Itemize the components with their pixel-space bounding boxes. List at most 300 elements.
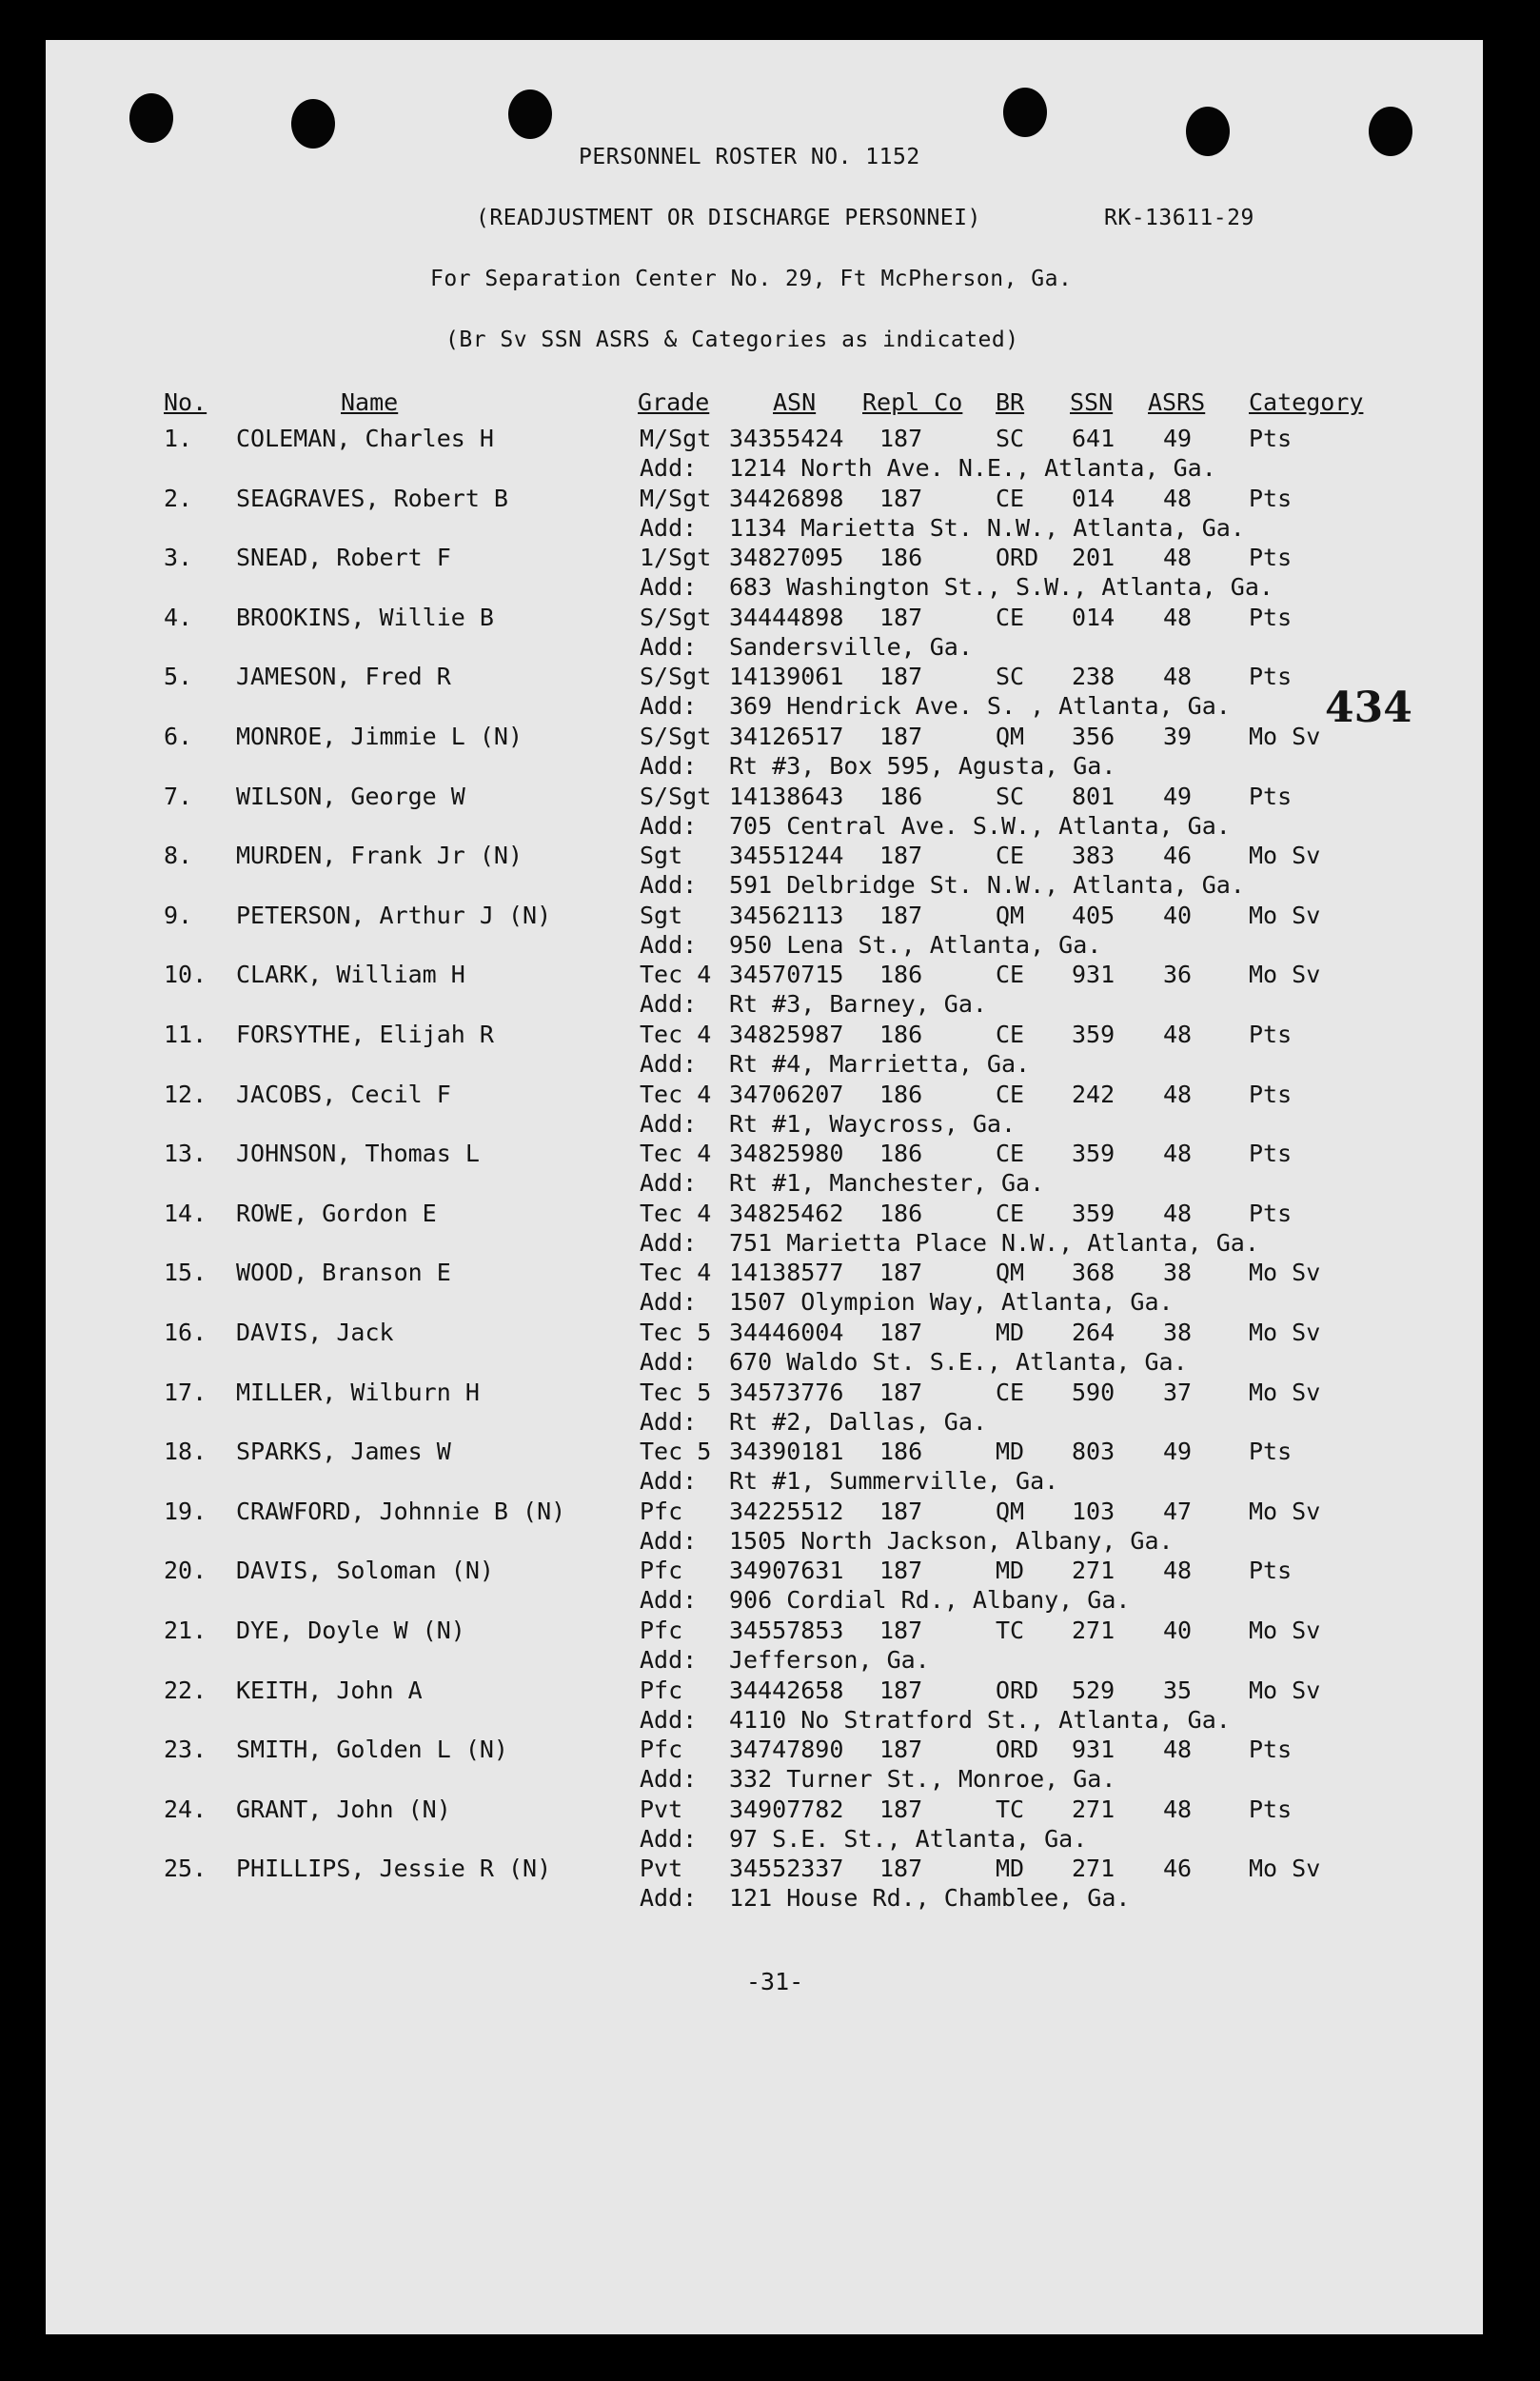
- entry-grade: Pvt: [640, 1855, 683, 1883]
- entry-name: GRANT, John (N): [236, 1795, 451, 1823]
- entry-ssn: 271: [1072, 1795, 1116, 1823]
- entry-grade: Pfc: [640, 1557, 683, 1585]
- entry-branch: SC: [996, 663, 1025, 691]
- entry-repl-co: 187: [879, 425, 923, 452]
- entry-category: Mo Sv: [1249, 1378, 1321, 1406]
- entry-branch: ORD: [996, 1676, 1039, 1704]
- entry-asrs: 48: [1163, 1021, 1193, 1048]
- entry-number: 6.: [164, 723, 193, 750]
- entry-asn: 34562113: [729, 901, 844, 929]
- entry-grade: M/Sgt: [640, 425, 712, 452]
- entry-address: 591 Delbridge St. N.W., Atlanta, Ga.: [729, 871, 1245, 900]
- entry-category: Pts: [1249, 1021, 1293, 1048]
- entry-address: 369 Hendrick Ave. S. , Atlanta, Ga.: [729, 692, 1231, 721]
- entry-grade: Pfc: [640, 1617, 683, 1644]
- entry-ssn: 014: [1072, 603, 1116, 631]
- entry-address-label: Add:: [640, 1705, 698, 1734]
- entry-asn: 34747890: [729, 1736, 844, 1764]
- entry-repl-co: 187: [879, 1676, 923, 1704]
- entry-name: SMITH, Golden L (N): [236, 1736, 508, 1764]
- entry-number: 19.: [164, 1497, 207, 1525]
- entry-number: 20.: [164, 1557, 207, 1585]
- roster-row: [0, 1855, 1540, 1915]
- entry-asn: 34825462: [729, 1199, 844, 1227]
- entry-category: Pts: [1249, 425, 1293, 452]
- entry-address-label: Add:: [640, 1348, 698, 1376]
- entry-branch: TC: [996, 1795, 1025, 1823]
- entry-asrs: 48: [1163, 1140, 1193, 1168]
- entry-grade: Pvt: [640, 1795, 683, 1823]
- entry-address: Rt #3, Box 595, Agusta, Ga.: [729, 752, 1116, 780]
- entry-ssn: 359: [1072, 1199, 1116, 1227]
- entry-address: 121 House Rd., Chamblee, Ga.: [729, 1884, 1131, 1913]
- entry-repl-co: 187: [879, 1378, 923, 1406]
- entry-number: 24.: [164, 1795, 207, 1823]
- entry-address: 1505 North Jackson, Albany, Ga.: [729, 1526, 1174, 1555]
- entry-address-label: Add:: [640, 990, 698, 1019]
- entry-address-label: Add:: [640, 1526, 698, 1555]
- entry-branch: CE: [996, 1378, 1025, 1406]
- roster-subtitle: (READJUSTMENT OR DISCHARGE PERSONNEI): [476, 206, 981, 230]
- entry-asn: 34225512: [729, 1497, 844, 1525]
- entry-asrs: 38: [1163, 1319, 1193, 1346]
- entry-address: Jefferson, Ga.: [729, 1646, 930, 1674]
- entry-repl-co: 186: [879, 1199, 923, 1227]
- entry-address-label: Add:: [640, 1586, 698, 1615]
- entry-address: Rt #2, Dallas, Ga.: [729, 1407, 987, 1436]
- entry-branch: ORD: [996, 544, 1039, 572]
- entry-address: Rt #4, Marrietta, Ga.: [729, 1050, 1031, 1078]
- entry-number: 22.: [164, 1676, 207, 1704]
- entry-branch: MD: [996, 1855, 1025, 1883]
- entry-asn: 34573776: [729, 1378, 844, 1406]
- entry-grade: M/Sgt: [640, 484, 712, 512]
- punch-hole-3: [508, 89, 552, 139]
- column-name: Name: [341, 388, 399, 416]
- roster-row: [0, 1438, 1540, 1498]
- entry-address: Rt #3, Barney, Ga.: [729, 990, 987, 1019]
- entry-asrs: 38: [1163, 1259, 1193, 1287]
- entry-asrs: 40: [1163, 1617, 1193, 1644]
- entry-repl-co: 187: [879, 723, 923, 750]
- roster-row: [0, 1557, 1540, 1617]
- entry-number: 2.: [164, 484, 193, 512]
- entry-asrs: 46: [1163, 842, 1193, 870]
- roster-row: [0, 1796, 1540, 1855]
- entry-asrs: 40: [1163, 901, 1193, 929]
- roster-row: [0, 604, 1540, 664]
- roster-row: [0, 544, 1540, 604]
- roster-row: [0, 485, 1540, 545]
- entry-category: Pts: [1249, 782, 1293, 810]
- entry-number: 16.: [164, 1319, 207, 1346]
- entry-address-label: Add:: [640, 1407, 698, 1436]
- entry-ssn: 238: [1072, 663, 1116, 691]
- entry-address: 1134 Marietta St. N.W., Atlanta, Ga.: [729, 513, 1245, 542]
- entry-branch: SC: [996, 425, 1025, 452]
- roster-row: [0, 663, 1540, 723]
- entry-category: Pts: [1249, 484, 1293, 512]
- roster-row: [0, 1379, 1540, 1439]
- entry-ssn: 801: [1072, 782, 1116, 810]
- entry-repl-co: 186: [879, 961, 923, 989]
- separation-center: For Separation Center No. 29, Ft McPherson, Ga.: [430, 267, 1073, 291]
- entry-address: 705 Central Ave. S.W., Atlanta, Ga.: [729, 811, 1231, 840]
- entry-address-label: Add:: [640, 1646, 698, 1674]
- entry-branch: CE: [996, 1080, 1025, 1108]
- entry-asn: 14138643: [729, 782, 844, 810]
- entry-address: 4110 No Stratford St., Atlanta, Ga.: [729, 1705, 1231, 1734]
- roster-row: [0, 1200, 1540, 1260]
- column-no: No.: [164, 388, 207, 416]
- entry-repl-co: 187: [879, 1617, 923, 1644]
- page-stamp: 434: [1325, 684, 1412, 732]
- entry-name: KEITH, John A: [236, 1676, 423, 1704]
- entry-name: JAMESON, Fred R: [236, 663, 451, 691]
- entry-asn: 34827095: [729, 544, 844, 572]
- entry-name: SEAGRAVES, Robert B: [236, 484, 508, 512]
- entry-branch: QM: [996, 1259, 1025, 1287]
- entry-ssn: 271: [1072, 1855, 1116, 1883]
- entry-repl-co: 187: [879, 1795, 923, 1823]
- entry-ssn: 383: [1072, 842, 1116, 870]
- entry-asn: 34570715: [729, 961, 844, 989]
- column-grade: Grade: [638, 388, 710, 416]
- entry-ssn: 271: [1072, 1557, 1116, 1585]
- entry-grade: Tec 4: [640, 1199, 712, 1227]
- roster-title: PERSONNEL ROSTER NO. 1152: [579, 145, 920, 169]
- entry-repl-co: 186: [879, 1080, 923, 1108]
- entry-category: Mo Sv: [1249, 842, 1321, 870]
- entry-ssn: 405: [1072, 901, 1116, 929]
- entry-asrs: 48: [1163, 484, 1193, 512]
- entry-address-label: Add:: [640, 1884, 698, 1913]
- entry-category: Mo Sv: [1249, 1497, 1321, 1525]
- entry-name: SPARKS, James W: [236, 1438, 451, 1466]
- entry-address: Rt #1, Manchester, Ga.: [729, 1169, 1045, 1198]
- entry-repl-co: 187: [879, 1736, 923, 1764]
- entry-address-label: Add:: [640, 930, 698, 959]
- entry-address-label: Add:: [640, 632, 698, 661]
- entry-asn: 34355424: [729, 425, 844, 452]
- entry-ssn: 356: [1072, 723, 1116, 750]
- roster-reference: RK-13611-29: [1104, 206, 1254, 230]
- entry-ssn: 931: [1072, 961, 1116, 989]
- entry-name: DAVIS, Soloman (N): [236, 1557, 494, 1585]
- entry-asrs: 36: [1163, 961, 1193, 989]
- entry-branch: CE: [996, 1199, 1025, 1227]
- entry-name: CLARK, William H: [236, 961, 465, 989]
- entry-address-label: Add:: [640, 573, 698, 602]
- entry-address-label: Add:: [640, 752, 698, 780]
- entry-ssn: 014: [1072, 484, 1116, 512]
- categories-note: (Br Sv SSN ASRS & Categories as indicated): [445, 327, 1019, 352]
- entry-repl-co: 187: [879, 901, 923, 929]
- entry-name: JOHNSON, Thomas L: [236, 1140, 480, 1168]
- entry-name: SNEAD, Robert F: [236, 544, 451, 572]
- entry-grade: S/Sgt: [640, 723, 712, 750]
- entry-category: Pts: [1249, 1080, 1293, 1108]
- entry-ssn: 103: [1072, 1497, 1116, 1525]
- entry-asn: 34446004: [729, 1319, 844, 1346]
- entry-repl-co: 187: [879, 603, 923, 631]
- entry-address: 1507 Olympion Way, Atlanta, Ga.: [729, 1288, 1174, 1317]
- entry-number: 4.: [164, 603, 193, 631]
- entry-ssn: 264: [1072, 1319, 1116, 1346]
- entry-number: 12.: [164, 1080, 207, 1108]
- entry-branch: CE: [996, 961, 1025, 989]
- punch-hole-5: [1186, 107, 1230, 156]
- entry-address: 950 Lena St., Atlanta, Ga.: [729, 930, 1102, 959]
- entry-asrs: 48: [1163, 1199, 1193, 1227]
- entry-address: 683 Washington St., S.W., Atlanta, Ga.: [729, 573, 1273, 602]
- entry-address-label: Add:: [640, 871, 698, 900]
- entry-address-label: Add:: [640, 513, 698, 542]
- entry-name: MILLER, Wilburn H: [236, 1378, 480, 1406]
- entry-asn: 34390181: [729, 1438, 844, 1466]
- entry-name: DYE, Doyle W (N): [236, 1617, 465, 1644]
- entry-branch: CE: [996, 842, 1025, 870]
- entry-name: JACOBS, Cecil F: [236, 1080, 451, 1108]
- entry-category: Mo Sv: [1249, 723, 1321, 750]
- column-asn: ASN: [773, 388, 817, 416]
- entry-name: PETERSON, Arthur J (N): [236, 901, 552, 929]
- roster-row: [0, 1259, 1540, 1319]
- entry-address-label: Add:: [640, 811, 698, 840]
- entry-branch: SC: [996, 782, 1025, 810]
- entry-branch: MD: [996, 1319, 1025, 1346]
- entry-number: 11.: [164, 1021, 207, 1048]
- roster-row: [0, 1617, 1540, 1677]
- entry-number: 14.: [164, 1199, 207, 1227]
- entry-address-label: Add:: [640, 1228, 698, 1257]
- entry-asrs: 48: [1163, 1795, 1193, 1823]
- entry-number: 23.: [164, 1736, 207, 1764]
- roster-row: [0, 723, 1540, 783]
- entry-grade: Pfc: [640, 1676, 683, 1704]
- entry-name: FORSYTHE, Elijah R: [236, 1021, 494, 1048]
- entry-category: Mo Sv: [1249, 1855, 1321, 1883]
- punch-hole-2: [291, 99, 335, 149]
- entry-grade: Tec 4: [640, 1021, 712, 1048]
- entry-ssn: 359: [1072, 1021, 1116, 1048]
- roster-row: [0, 1736, 1540, 1796]
- entry-number: 1.: [164, 425, 193, 452]
- column-repl-co: Repl Co: [862, 388, 963, 416]
- entry-grade: Tec 5: [640, 1438, 712, 1466]
- entry-asrs: 48: [1163, 1080, 1193, 1108]
- entry-grade: S/Sgt: [640, 663, 712, 691]
- entry-address-label: Add:: [640, 1169, 698, 1198]
- roster-row: [0, 1021, 1540, 1081]
- entry-asrs: 48: [1163, 544, 1193, 572]
- entry-number: 5.: [164, 663, 193, 691]
- entry-branch: CE: [996, 1140, 1025, 1168]
- entry-ssn: 931: [1072, 1736, 1116, 1764]
- roster-row: [0, 783, 1540, 843]
- entry-category: Pts: [1249, 663, 1293, 691]
- entry-address-label: Add:: [640, 692, 698, 721]
- entry-number: 9.: [164, 901, 193, 929]
- entry-name: WOOD, Branson E: [236, 1259, 451, 1287]
- entry-repl-co: 187: [879, 1497, 923, 1525]
- entry-grade: Tec 5: [640, 1319, 712, 1346]
- entry-grade: Sgt: [640, 901, 683, 929]
- entry-ssn: 242: [1072, 1080, 1116, 1108]
- entry-grade: Tec 4: [640, 1080, 712, 1108]
- entry-asrs: 48: [1163, 1557, 1193, 1585]
- entry-address-label: Add:: [640, 1050, 698, 1078]
- entry-category: Mo Sv: [1249, 1617, 1321, 1644]
- entry-asrs: 46: [1163, 1855, 1193, 1883]
- entry-grade: 1/Sgt: [640, 544, 712, 572]
- entry-address-label: Add:: [640, 1765, 698, 1794]
- entry-repl-co: 186: [879, 1140, 923, 1168]
- entry-grade: Tec 4: [640, 1140, 712, 1168]
- punch-hole-1: [129, 93, 173, 143]
- entry-address: Sandersville, Ga.: [729, 632, 973, 661]
- entry-category: Mo Sv: [1249, 1259, 1321, 1287]
- entry-asrs: 47: [1163, 1497, 1193, 1525]
- entry-branch: QM: [996, 723, 1025, 750]
- entry-address-label: Add:: [640, 1467, 698, 1496]
- entry-asrs: 48: [1163, 663, 1193, 691]
- entry-ssn: 529: [1072, 1676, 1116, 1704]
- entry-asrs: 49: [1163, 782, 1193, 810]
- entry-asrs: 48: [1163, 603, 1193, 631]
- entry-address-label: Add:: [640, 1288, 698, 1317]
- entry-name: COLEMAN, Charles H: [236, 425, 494, 452]
- entry-asn: 34444898: [729, 603, 844, 631]
- entry-asn: 34426898: [729, 484, 844, 512]
- roster-row: [0, 961, 1540, 1021]
- entry-ssn: 201: [1072, 544, 1116, 572]
- entry-number: 3.: [164, 544, 193, 572]
- roster-row: [0, 1677, 1540, 1736]
- entry-repl-co: 186: [879, 782, 923, 810]
- entry-name: MONROE, Jimmie L (N): [236, 723, 523, 750]
- entry-asrs: 49: [1163, 425, 1193, 452]
- entry-address: 906 Cordial Rd., Albany, Ga.: [729, 1586, 1131, 1615]
- entry-asn: 34552337: [729, 1855, 844, 1883]
- entry-number: 17.: [164, 1378, 207, 1406]
- entry-ssn: 359: [1072, 1140, 1116, 1168]
- entry-branch: CE: [996, 1021, 1025, 1048]
- entry-asn: 34825980: [729, 1140, 844, 1168]
- entry-asn: 34907782: [729, 1795, 844, 1823]
- roster-row: [0, 425, 1540, 485]
- entry-grade: Tec 5: [640, 1378, 712, 1406]
- entry-repl-co: 187: [879, 1319, 923, 1346]
- roster-row: [0, 1498, 1540, 1558]
- entry-grade: S/Sgt: [640, 782, 712, 810]
- entry-name: WILSON, George W: [236, 782, 465, 810]
- entry-grade: Sgt: [640, 842, 683, 870]
- entry-category: Pts: [1249, 1199, 1293, 1227]
- column-category: Category: [1249, 388, 1364, 416]
- entry-address: 670 Waldo St. S.E., Atlanta, Ga.: [729, 1348, 1188, 1376]
- entry-asn: 34126517: [729, 723, 844, 750]
- entry-asn: 34706207: [729, 1080, 844, 1108]
- entry-number: 18.: [164, 1438, 207, 1466]
- entry-address: 97 S.E. St., Atlanta, Ga.: [729, 1824, 1088, 1853]
- entry-category: Mo Sv: [1249, 1676, 1321, 1704]
- punch-hole-6: [1369, 107, 1412, 156]
- entry-repl-co: 187: [879, 663, 923, 691]
- entry-asn: 34442658: [729, 1676, 844, 1704]
- entry-number: 8.: [164, 842, 193, 870]
- entry-name: PHILLIPS, Jessie R (N): [236, 1855, 552, 1883]
- entry-asn: 34907631: [729, 1557, 844, 1585]
- entry-branch: CE: [996, 603, 1025, 631]
- entry-asn: 34551244: [729, 842, 844, 870]
- entry-address-label: Add:: [640, 454, 698, 482]
- entry-grade: S/Sgt: [640, 603, 712, 631]
- entry-name: CRAWFORD, Johnnie B (N): [236, 1497, 566, 1525]
- entry-grade: Tec 4: [640, 961, 712, 989]
- entry-address: 1214 North Ave. N.E., Atlanta, Ga.: [729, 454, 1216, 482]
- entry-asrs: 37: [1163, 1378, 1193, 1406]
- entry-name: BROOKINS, Willie B: [236, 603, 494, 631]
- entry-category: Pts: [1249, 1795, 1293, 1823]
- entry-category: Mo Sv: [1249, 1319, 1321, 1346]
- entry-number: 21.: [164, 1617, 207, 1644]
- entry-repl-co: 187: [879, 1557, 923, 1585]
- entry-name: ROWE, Gordon E: [236, 1199, 437, 1227]
- entry-category: Pts: [1249, 1438, 1293, 1466]
- entry-asrs: 49: [1163, 1438, 1193, 1466]
- entry-number: 25.: [164, 1855, 207, 1883]
- entry-repl-co: 187: [879, 484, 923, 512]
- entry-name: MURDEN, Frank Jr (N): [236, 842, 523, 870]
- entry-category: Pts: [1249, 1140, 1293, 1168]
- roster-row: [0, 842, 1540, 902]
- entry-number: 7.: [164, 782, 193, 810]
- entry-asn: 14139061: [729, 663, 844, 691]
- column-asrs: ASRS: [1148, 388, 1206, 416]
- entry-asn: 34557853: [729, 1617, 844, 1644]
- entry-branch: TC: [996, 1617, 1025, 1644]
- entry-name: DAVIS, Jack: [236, 1319, 394, 1346]
- entry-address: 332 Turner St., Monroe, Ga.: [729, 1765, 1116, 1794]
- entry-number: 15.: [164, 1259, 207, 1287]
- entry-asrs: 48: [1163, 1736, 1193, 1764]
- entry-category: Pts: [1249, 603, 1293, 631]
- entry-ssn: 803: [1072, 1438, 1116, 1466]
- entry-repl-co: 187: [879, 842, 923, 870]
- roster-row: [0, 1319, 1540, 1379]
- entry-repl-co: 186: [879, 1438, 923, 1466]
- entry-repl-co: 186: [879, 1021, 923, 1048]
- entry-grade: Pfc: [640, 1497, 683, 1525]
- entry-category: Mo Sv: [1249, 901, 1321, 929]
- entry-ssn: 271: [1072, 1617, 1116, 1644]
- entry-address: Rt #1, Summerville, Ga.: [729, 1467, 1059, 1496]
- entry-branch: CE: [996, 484, 1025, 512]
- punch-hole-4: [1003, 88, 1047, 137]
- entry-category: Pts: [1249, 1557, 1293, 1585]
- entry-address-label: Add:: [640, 1824, 698, 1853]
- entry-asrs: 35: [1163, 1676, 1193, 1704]
- entry-asn: 34825987: [729, 1021, 844, 1048]
- entry-grade: Pfc: [640, 1736, 683, 1764]
- entry-category: Pts: [1249, 544, 1293, 572]
- entry-repl-co: 186: [879, 544, 923, 572]
- entry-branch: MD: [996, 1557, 1025, 1585]
- roster-row: [0, 902, 1540, 962]
- roster-row: [0, 1081, 1540, 1141]
- entry-ssn: 641: [1072, 425, 1116, 452]
